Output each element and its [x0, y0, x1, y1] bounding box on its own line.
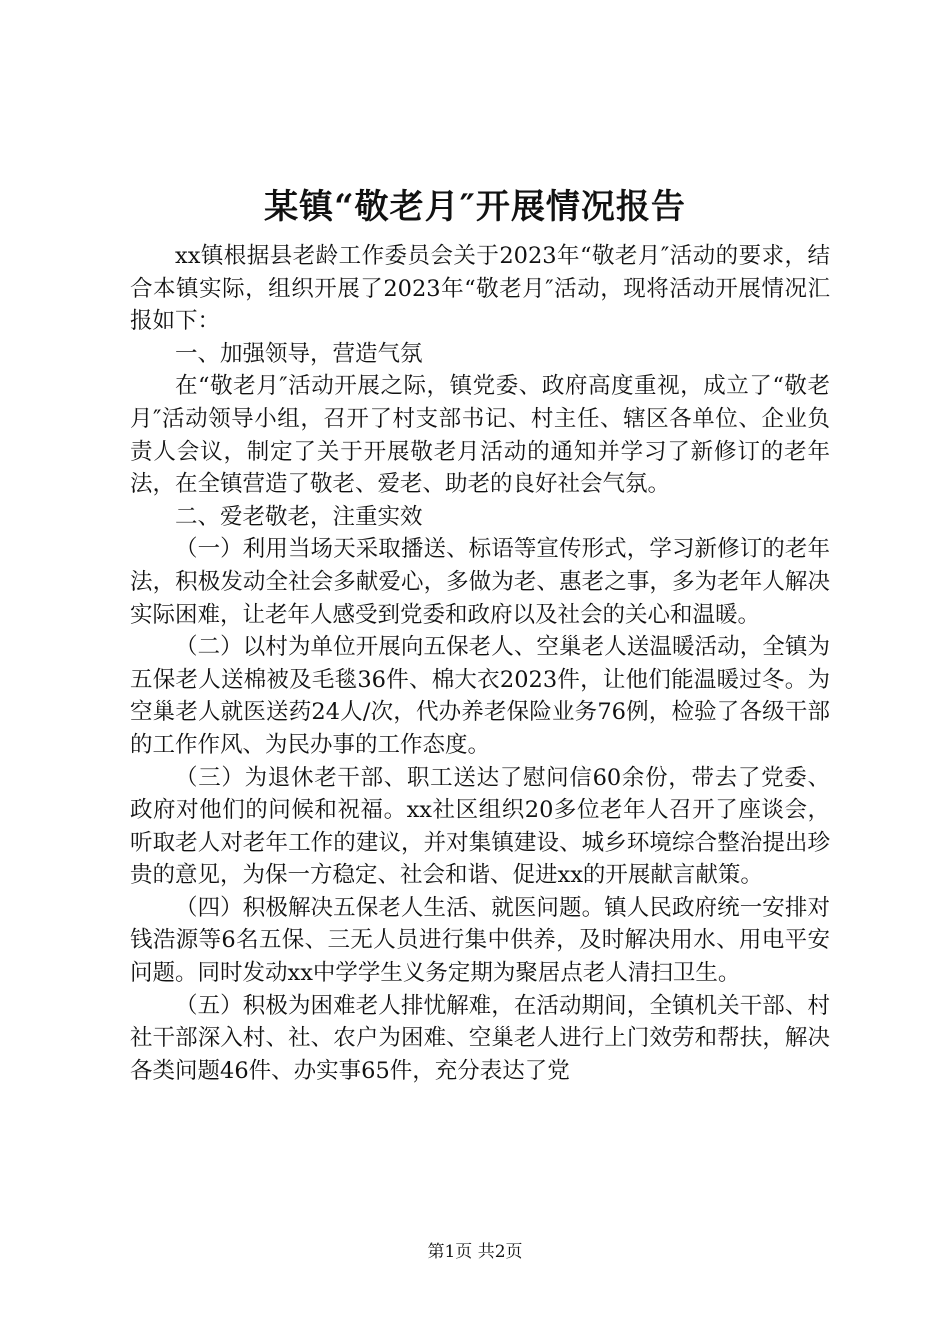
section-heading-2: 二、爱老敬老，注重实效	[175, 503, 423, 530]
intro-paragraph: xx镇根据县老龄工作委员会关于2023年“敬老月″活动的要求，结合本镇实际，组织开展了2023年“敬老月″活动，现将活动开展情况汇报如下：	[130, 243, 830, 335]
section-heading-1: 一、加强领导，营造气氛	[175, 340, 423, 367]
document-title: 某镇“敬老月″开展情况报告	[264, 187, 686, 227]
item-1-paragraph: （一）利用当场天采取播送、标语等宣传形式，学习新修订的老年法，积极发动全社会多献爱心，多做为老、惠老之事，多为老年人解决实际困难，让老年人感受到党委和政府以及社会的关心和温暖。	[130, 536, 830, 628]
section-1-paragraph: 在“敬老月″活动开展之际，镇党委、政府高度重视，成立了“敬老月″活动领导小组，召开了村支部书记、村主任、辖区各单位、企业负责人会议，制定了关于开展敬老月活动的通知并学习了新修订的老年法，在全镇营造了敬老、爱老、助老的良好社会气氛。	[130, 373, 830, 498]
item-3-paragraph: （三）为退休老干部、职工送达了慰问信60余份，带去了党委、政府对他们的问候和祝福。xx社区组织20多位老年人召开了座谈会，听取老人对老年工作的建议，并对集镇建设、城乡环境综合整治提出珍贵的意见，为保一方稳定、社会和谐、促进xx的开展献言献策。	[130, 764, 830, 889]
item-5-paragraph: （五）积极为困难老人排忧解难，在活动期间，全镇机关干部、村社干部深入村、社、农户为困难、空巢老人进行上门效劳和帮扶，解决各类问题46件、办实事65件，充分表达了党	[130, 992, 830, 1084]
item-4-paragraph: （四）积极解决五保老人生活、就医问题。镇人民政府统一安排对钱浩源等6名五保、三无人员进行集中供养，及时解决用水、用电平安问题。同时发动xx中学学生义务定期为聚居点老人清扫卫生。	[130, 894, 830, 987]
item-2-paragraph: （二）以村为单位开展向五保老人、空巢老人送温暖活动，全镇为五保老人送棉被及毛毯36件、棉大衣2023件，让他们能温暖过冬。为空巢老人就医送药24人/次，代办养老保险业务76例，检验了各级干部的工作作风、为民办事的工作态度。	[130, 634, 830, 758]
document-body	[130, 240, 830, 1087]
page-number-footer: 第1页 共2页	[427, 1242, 523, 1262]
